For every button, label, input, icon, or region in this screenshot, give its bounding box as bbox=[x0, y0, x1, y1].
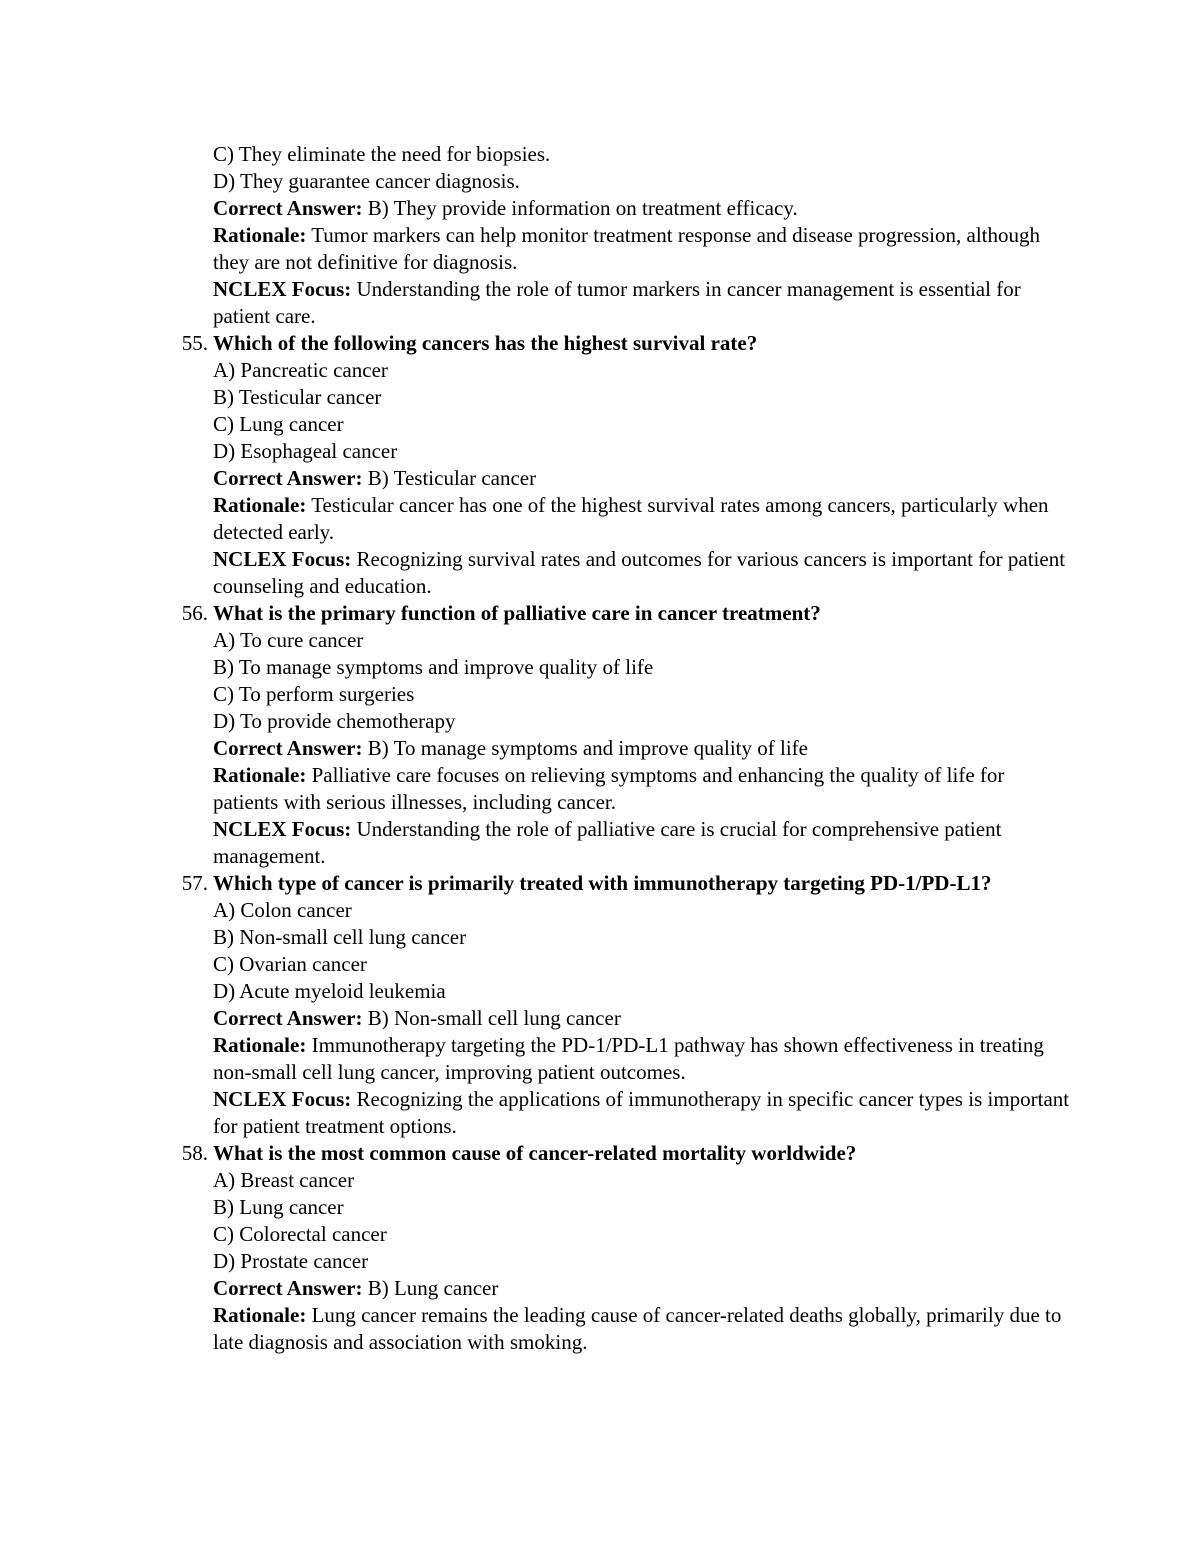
correct-answer-text: B) Testicular cancer bbox=[362, 466, 537, 490]
option-d: D) Esophageal cancer bbox=[213, 439, 398, 463]
question-58 bbox=[181, 1140, 1073, 1356]
question-text: Which of the following cancers has the highest survival rate? bbox=[213, 331, 758, 355]
rationale bbox=[213, 1302, 1073, 1356]
rationale-label: Rationale: bbox=[213, 763, 307, 787]
question-57 bbox=[181, 870, 1073, 1140]
rationale-text: Lung cancer remains the leading cause of cancer-related deaths globally, primarily due to late diagnosis and association with smoking. bbox=[213, 1303, 1062, 1354]
correct-answer-label: Correct Answer: bbox=[213, 196, 363, 220]
rationale-label: Rationale: bbox=[213, 493, 307, 517]
nclex-focus-label: NCLEX Focus: bbox=[213, 1087, 352, 1111]
nclex-focus bbox=[213, 816, 1073, 870]
nclex-focus-label: NCLEX Focus: bbox=[213, 277, 352, 301]
question-number: 56. bbox=[181, 601, 208, 625]
rationale-label: Rationale: bbox=[213, 223, 307, 247]
option-b: B) Testicular cancer bbox=[213, 385, 382, 409]
option-b: B) To manage symptoms and improve quality of life bbox=[213, 655, 654, 679]
question-number: 57. bbox=[181, 871, 208, 895]
correct-answer bbox=[213, 735, 1073, 762]
option-a: A) Pancreatic cancer bbox=[213, 358, 388, 382]
rationale bbox=[213, 1032, 1073, 1086]
rationale-text: Immunotherapy targeting the PD-1/PD-L1 pathway has shown effectiveness in treating non-small cell lung cancer, improving patient outcomes. bbox=[213, 1033, 1044, 1084]
nclex-focus bbox=[213, 276, 1073, 330]
question-heading bbox=[181, 1140, 1073, 1167]
correct-answer-label: Correct Answer: bbox=[213, 736, 363, 760]
rationale bbox=[213, 222, 1073, 276]
option-c: C) Lung cancer bbox=[213, 412, 344, 436]
option-c: C) They eliminate the need for biopsies. bbox=[213, 142, 551, 166]
rationale bbox=[213, 762, 1073, 816]
correct-answer-text: B) Lung cancer bbox=[362, 1276, 499, 1300]
correct-answer-label: Correct Answer: bbox=[213, 1006, 363, 1030]
question-heading bbox=[181, 870, 1073, 897]
nclex-focus-label: NCLEX Focus: bbox=[213, 547, 352, 571]
option-a: A) Colon cancer bbox=[213, 898, 352, 922]
nclex-focus-text: Understanding the role of tumor markers in cancer management is essential for patient care. bbox=[213, 277, 1021, 328]
correct-answer-text: B) To manage symptoms and improve quality of life bbox=[362, 736, 808, 760]
question-number: 55. bbox=[181, 331, 208, 355]
nclex-focus-text: Recognizing the applications of immunotherapy in specific cancer types is important for patient treatment options. bbox=[213, 1087, 1070, 1138]
option-d: D) They guarantee cancer diagnosis. bbox=[213, 169, 520, 193]
question-number: 58. bbox=[181, 1141, 208, 1165]
option-d: D) To provide chemotherapy bbox=[213, 709, 456, 733]
rationale-text: Tumor markers can help monitor treatment response and disease progression, although they are not definitive for diagnosis. bbox=[213, 223, 1041, 274]
option-a: A) Breast cancer bbox=[213, 1168, 355, 1192]
nclex-focus bbox=[213, 546, 1073, 600]
option-b: B) Lung cancer bbox=[213, 1195, 344, 1219]
question-55 bbox=[181, 330, 1073, 600]
nclex-focus-label: NCLEX Focus: bbox=[213, 817, 352, 841]
question-heading bbox=[181, 600, 1073, 627]
correct-answer-label: Correct Answer: bbox=[213, 1276, 363, 1300]
correct-answer bbox=[213, 1275, 1073, 1302]
option-c: C) Ovarian cancer bbox=[213, 952, 367, 976]
correct-answer bbox=[213, 1005, 1073, 1032]
correct-answer-text: B) Non-small cell lung cancer bbox=[362, 1006, 621, 1030]
question-text: What is the most common cause of cancer-related mortality worldwide? bbox=[213, 1141, 857, 1165]
rationale-text: Palliative care focuses on relieving symptoms and enhancing the quality of life for patients with serious illnesses, including cancer. bbox=[213, 763, 1005, 814]
nclex-focus bbox=[213, 1086, 1073, 1140]
question-56 bbox=[181, 600, 1073, 870]
rationale bbox=[213, 492, 1073, 546]
question-text: Which type of cancer is primarily treated with immunotherapy targeting PD-1/PD-L1? bbox=[213, 871, 992, 895]
option-c: C) Colorectal cancer bbox=[213, 1222, 387, 1246]
rationale-label: Rationale: bbox=[213, 1303, 307, 1327]
option-d: D) Prostate cancer bbox=[213, 1249, 369, 1273]
nclex-focus-text: Recognizing survival rates and outcomes for various cancers is important for patient counseling and education. bbox=[213, 547, 1066, 598]
option-a: A) To cure cancer bbox=[213, 628, 364, 652]
correct-answer-text: B) They provide information on treatment efficacy. bbox=[362, 196, 798, 220]
option-b: B) Non-small cell lung cancer bbox=[213, 925, 467, 949]
rationale-text: Testicular cancer has one of the highest survival rates among cancers, particularly when detected early. bbox=[213, 493, 1049, 544]
page-content bbox=[181, 141, 1073, 1356]
question-54-continuation bbox=[213, 141, 1073, 330]
question-heading bbox=[181, 330, 1073, 357]
correct-answer bbox=[213, 465, 1073, 492]
rationale-label: Rationale: bbox=[213, 1033, 307, 1057]
nclex-focus-text: Understanding the role of palliative care is crucial for comprehensive patient management. bbox=[213, 817, 1002, 868]
option-d: D) Acute myeloid leukemia bbox=[213, 979, 446, 1003]
question-text: What is the primary function of palliative care in cancer treatment? bbox=[213, 601, 821, 625]
option-c: C) To perform surgeries bbox=[213, 682, 415, 706]
correct-answer-label: Correct Answer: bbox=[213, 466, 363, 490]
correct-answer bbox=[213, 195, 1073, 222]
